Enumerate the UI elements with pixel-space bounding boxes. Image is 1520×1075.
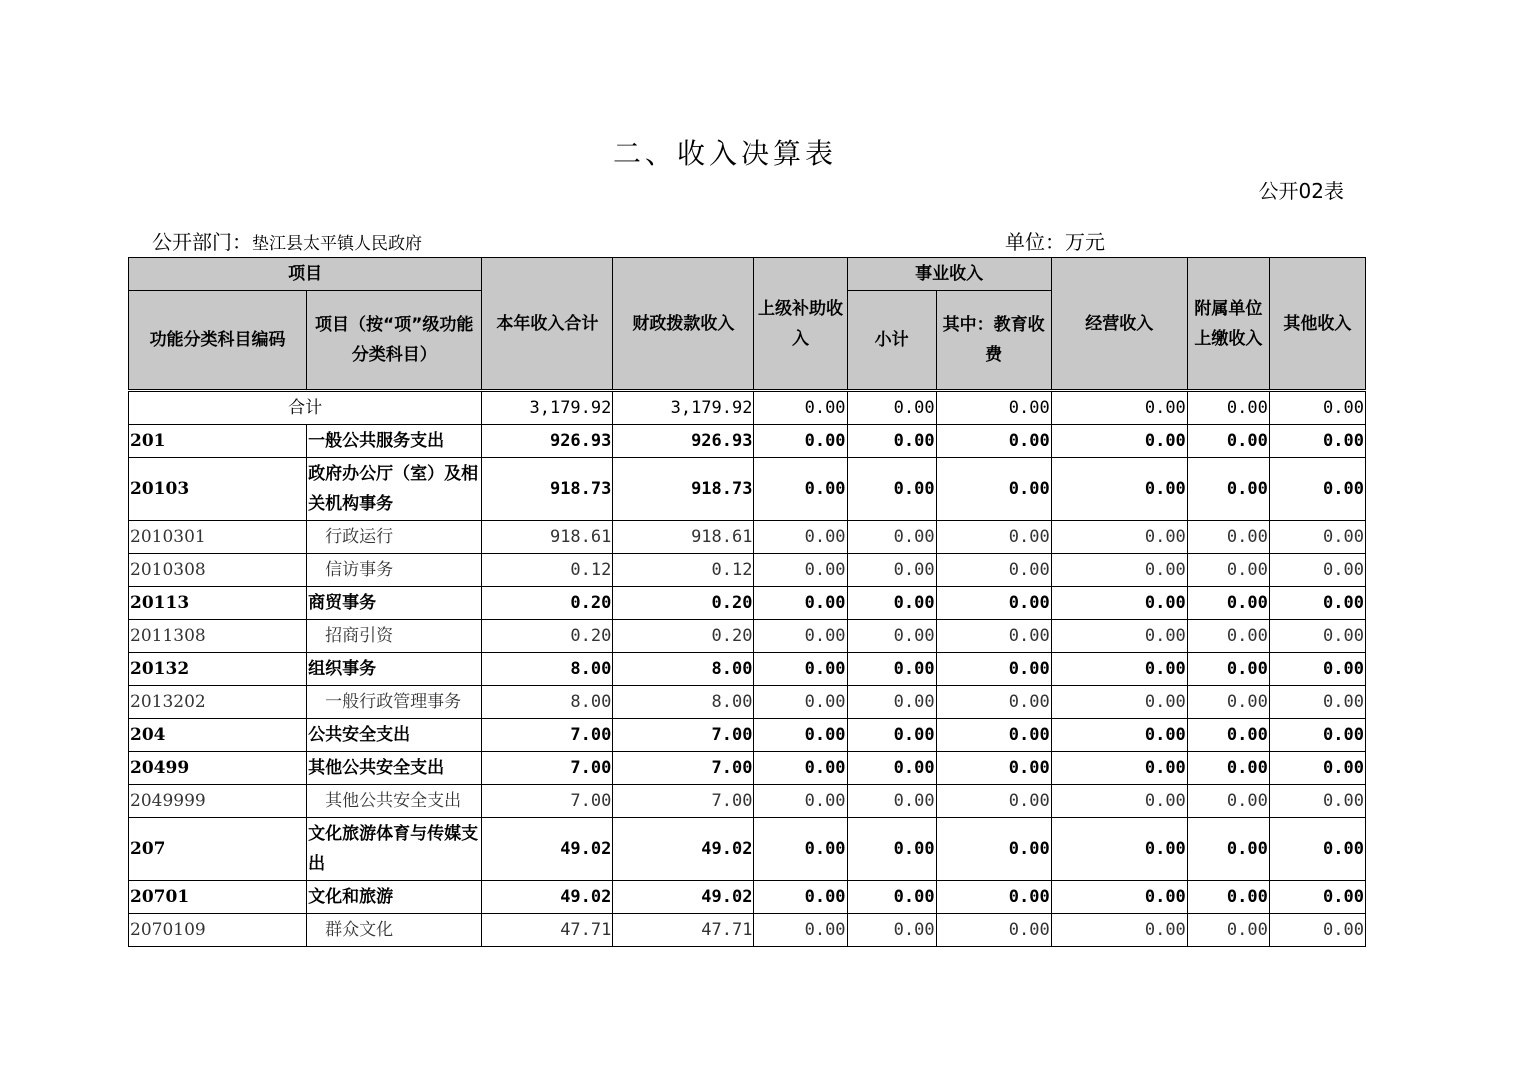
table-row [129,554,1366,587]
row-value: 49.02 [613,818,754,881]
table-row [129,521,1366,554]
table-row [129,785,1366,818]
row-value: 0.00 [754,785,847,818]
row-value: 0.00 [936,686,1051,719]
row-value: 8.00 [482,686,613,719]
department-name: 垫江县太平镇人民政府 [252,234,422,254]
table-row [129,587,1366,620]
header-total: 本年收入合计 [482,258,613,391]
row-value: 0.00 [1269,425,1365,458]
row-value: 8.00 [482,653,613,686]
row-value: 47.71 [613,914,754,947]
row-code: 20132 [129,653,307,686]
header-project: 项目 [129,258,482,291]
row-value: 0.00 [1051,425,1187,458]
row-value: 0.00 [936,719,1051,752]
row-value: 7.00 [613,785,754,818]
header-business: 事业收入 [847,258,1051,291]
form-number: 公开02表 [1258,179,1344,203]
row-value: 0.00 [1187,719,1269,752]
table-row [129,881,1366,914]
row-value: 0.00 [754,587,847,620]
row-value: 0.00 [1051,554,1187,587]
row-name: 文化旅游体育与传媒支出 [307,818,482,881]
row-value: 0.00 [754,554,847,587]
row-value: 49.02 [482,881,613,914]
row-value: 0.00 [847,686,936,719]
table-row [129,425,1366,458]
row-value: 0.00 [754,752,847,785]
row-value: 0.20 [482,587,613,620]
row-name: 组织事务 [307,653,482,686]
row-value: 0.00 [1269,881,1365,914]
header-subtotal: 小计 [847,291,936,391]
row-code: 20103 [129,458,307,521]
department-label: 公开部门： [152,230,252,254]
table-row [129,686,1366,719]
total-label: 合计 [129,391,482,425]
row-name: 其他公共安全支出 [307,785,482,818]
row-value: 0.00 [936,587,1051,620]
row-value: 0.00 [936,881,1051,914]
row-value: 0.00 [847,881,936,914]
row-value: 0.00 [1269,686,1365,719]
row-value: 0.00 [1051,620,1187,653]
row-code: 20701 [129,881,307,914]
row-value: 0.00 [1187,914,1269,947]
total-value: 0.00 [847,391,936,425]
table-row [129,620,1366,653]
row-value: 8.00 [613,653,754,686]
row-value: 0.00 [1051,719,1187,752]
row-value: 926.93 [613,425,754,458]
row-value: 0.00 [1051,521,1187,554]
row-value: 0.00 [1051,914,1187,947]
row-code: 2013202 [129,686,307,719]
table-row [129,719,1366,752]
row-code: 2010301 [129,521,307,554]
total-value: 0.00 [1187,391,1269,425]
row-name: 一般行政管理事务 [307,686,482,719]
row-value: 926.93 [482,425,613,458]
row-value: 0.00 [936,818,1051,881]
row-value: 8.00 [613,686,754,719]
row-value: 0.00 [847,620,936,653]
row-value: 0.00 [847,719,936,752]
row-value: 0.00 [936,425,1051,458]
row-value: 0.00 [1187,620,1269,653]
row-value: 47.71 [482,914,613,947]
row-value: 0.00 [1187,785,1269,818]
row-value: 0.00 [847,521,936,554]
row-name: 政府办公厅（室）及相关机构事务 [307,458,482,521]
row-value: 0.00 [754,521,847,554]
row-value: 0.20 [613,587,754,620]
table-row [129,458,1366,521]
header-other: 其他收入 [1269,258,1365,391]
row-value: 918.73 [613,458,754,521]
row-value: 0.00 [1051,818,1187,881]
row-value: 0.00 [754,719,847,752]
row-value: 0.00 [936,785,1051,818]
total-value: 0.00 [936,391,1051,425]
header-name: 项目（按“项”级功能分类科目） [307,291,482,391]
row-value: 0.00 [936,653,1051,686]
row-name: 招商引资 [307,620,482,653]
row-value: 0.00 [936,554,1051,587]
row-value: 0.00 [847,425,936,458]
row-value: 0.00 [1269,521,1365,554]
table-row [129,653,1366,686]
header-education: 其中：教育收费 [936,291,1051,391]
row-value: 0.00 [1187,752,1269,785]
row-value: 0.00 [847,785,936,818]
row-value: 0.00 [1187,881,1269,914]
row-value: 7.00 [613,719,754,752]
total-value: 3,179.92 [613,391,754,425]
row-code: 2070109 [129,914,307,947]
row-value: 0.00 [1269,620,1365,653]
row-value: 0.00 [1187,425,1269,458]
row-value: 49.02 [482,818,613,881]
row-value: 0.00 [1269,554,1365,587]
row-value: 0.00 [936,521,1051,554]
row-code: 2010308 [129,554,307,587]
row-name: 文化和旅游 [307,881,482,914]
row-value: 0.00 [1187,686,1269,719]
row-value: 0.00 [1269,458,1365,521]
row-value: 0.00 [1269,752,1365,785]
row-value: 918.61 [613,521,754,554]
page-title: 二、收入决算表 [612,137,837,170]
row-code: 207 [129,818,307,881]
unit-label: 单位：万元 [1005,230,1105,254]
row-value: 0.00 [1269,719,1365,752]
row-name: 行政运行 [307,521,482,554]
row-value: 0.00 [847,818,936,881]
row-value: 0.00 [1269,653,1365,686]
row-value: 7.00 [482,785,613,818]
row-code: 2011308 [129,620,307,653]
row-value: 0.00 [754,425,847,458]
row-value: 0.00 [1269,818,1365,881]
row-value: 7.00 [482,719,613,752]
total-value: 0.00 [1051,391,1187,425]
table-row [129,914,1366,947]
total-value: 0.00 [754,391,847,425]
row-value: 0.00 [1269,587,1365,620]
table-row [129,818,1366,881]
total-value: 0.00 [1269,391,1365,425]
row-value: 0.00 [1187,653,1269,686]
row-code: 204 [129,719,307,752]
row-value: 0.00 [1269,914,1365,947]
row-code: 20499 [129,752,307,785]
row-name: 其他公共安全支出 [307,752,482,785]
row-name: 一般公共服务支出 [307,425,482,458]
row-value: 0.00 [754,620,847,653]
row-value: 0.00 [1051,785,1187,818]
header-superior: 上级补助收入 [754,258,847,391]
row-value: 0.00 [1051,587,1187,620]
row-value: 0.00 [1187,818,1269,881]
row-value: 0.12 [613,554,754,587]
header-code: 功能分类科目编码 [129,291,307,391]
row-value: 0.00 [936,752,1051,785]
header-operating: 经营收入 [1051,258,1187,391]
row-value: 0.00 [1051,752,1187,785]
row-value: 0.00 [1187,554,1269,587]
row-value: 0.00 [847,458,936,521]
row-value: 0.00 [847,752,936,785]
row-value: 7.00 [613,752,754,785]
header-affiliated: 附属单位上缴收入 [1187,258,1269,391]
row-value: 0.00 [936,914,1051,947]
total-row [129,391,1366,425]
row-value: 0.00 [847,653,936,686]
row-value: 0.00 [1051,653,1187,686]
row-value: 0.00 [936,620,1051,653]
row-name: 公共安全支出 [307,719,482,752]
header-fiscal: 财政拨款收入 [613,258,754,391]
table-row [129,752,1366,785]
row-value: 918.61 [482,521,613,554]
row-value: 0.00 [754,653,847,686]
row-value: 0.00 [1051,686,1187,719]
total-value: 3,179.92 [482,391,613,425]
row-name: 信访事务 [307,554,482,587]
row-value: 0.00 [847,914,936,947]
row-value: 0.00 [1187,587,1269,620]
row-code: 201 [129,425,307,458]
row-value: 0.00 [1051,881,1187,914]
row-value: 0.00 [1051,458,1187,521]
row-value: 0.20 [613,620,754,653]
row-value: 0.20 [482,620,613,653]
row-value: 0.00 [1187,458,1269,521]
row-value: 0.00 [754,686,847,719]
department-line [152,226,422,255]
row-name: 群众文化 [307,914,482,947]
row-value: 0.00 [847,554,936,587]
row-value: 0.00 [754,458,847,521]
row-code: 20113 [129,587,307,620]
row-value: 7.00 [482,752,613,785]
row-value: 0.00 [754,914,847,947]
row-value: 0.00 [1269,785,1365,818]
row-value: 0.00 [1187,521,1269,554]
row-value: 0.00 [754,881,847,914]
row-name: 商贸事务 [307,587,482,620]
row-value: 0.00 [847,587,936,620]
row-value: 918.73 [482,458,613,521]
income-table [128,257,1366,947]
row-value: 0.00 [754,818,847,881]
row-value: 0.00 [936,458,1051,521]
row-value: 0.12 [482,554,613,587]
row-value: 49.02 [613,881,754,914]
row-code: 2049999 [129,785,307,818]
